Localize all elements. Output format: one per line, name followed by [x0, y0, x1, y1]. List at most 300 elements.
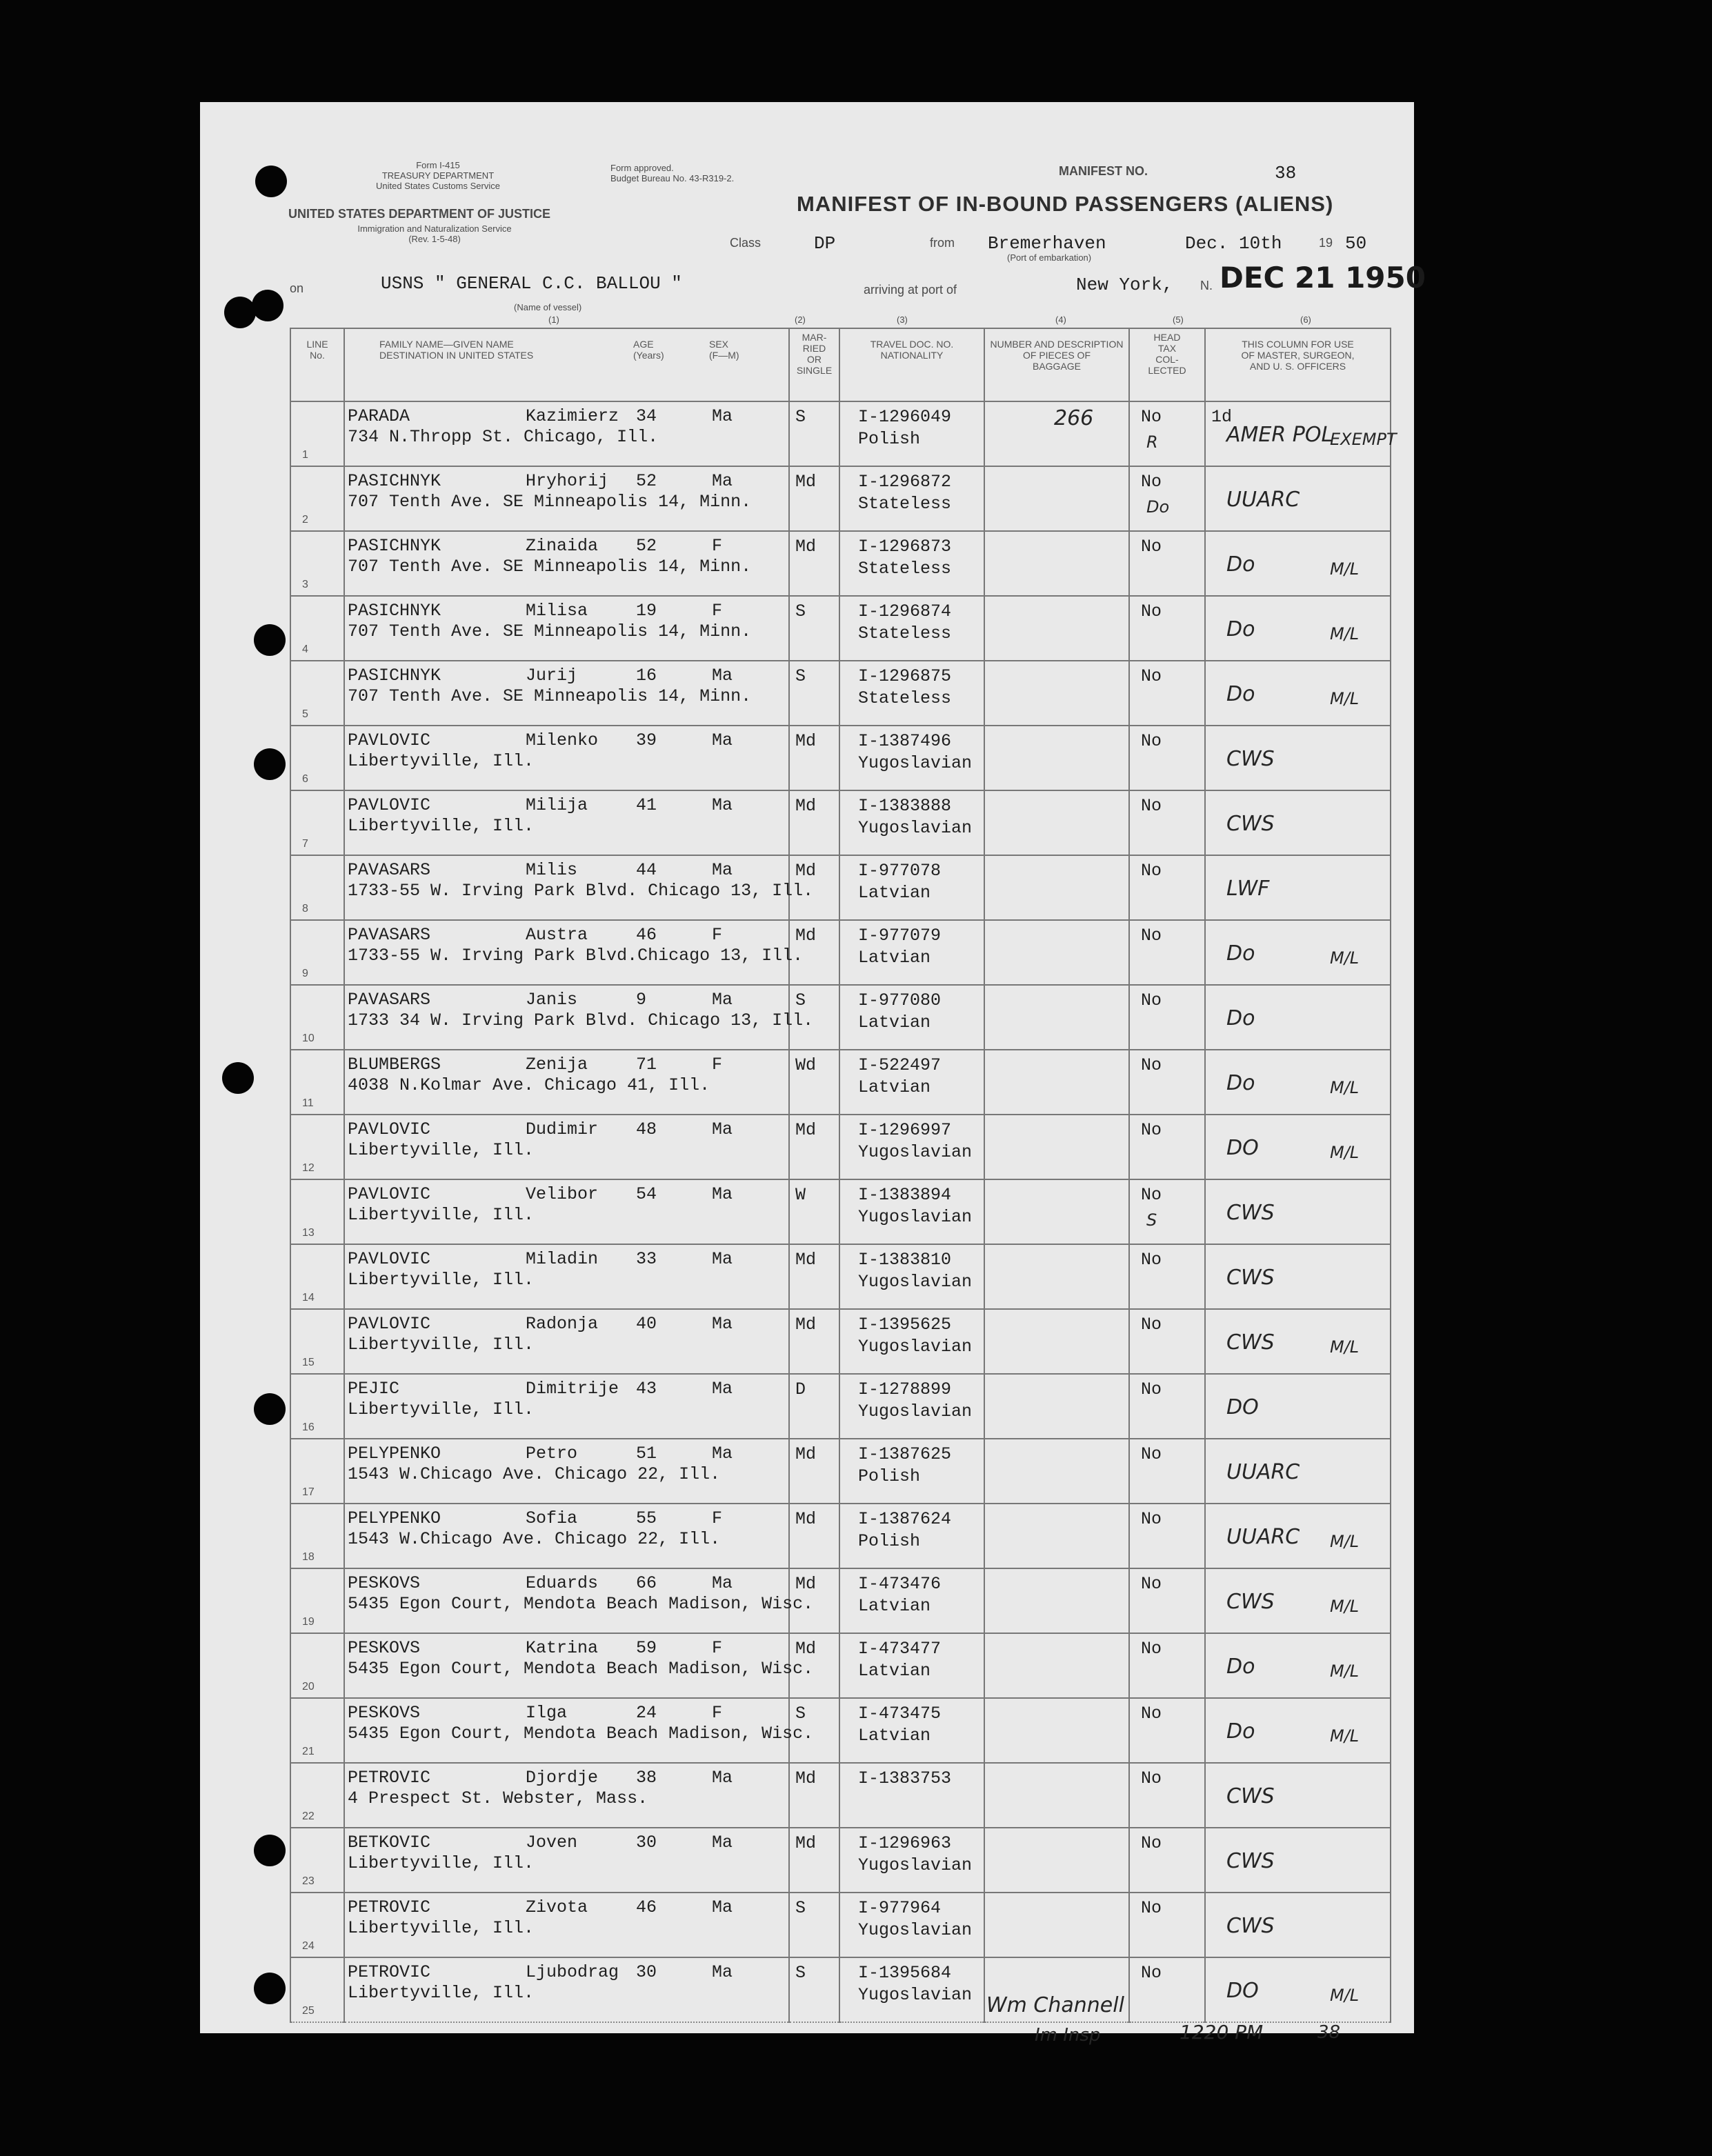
- nationality: Latvian: [858, 1596, 931, 1616]
- on-label: on: [290, 281, 304, 295]
- head-tax-cell: [1129, 1309, 1205, 1374]
- port-embarkation-caption: (Port of embarkation): [1007, 252, 1092, 263]
- travel-doc-block: [858, 1314, 972, 1358]
- table-row: [290, 855, 1391, 920]
- age: 44: [636, 860, 657, 880]
- age: 48: [636, 1119, 657, 1139]
- travel-doc-cell: [839, 596, 984, 661]
- baggage-cell: [984, 401, 1129, 466]
- age: 33: [636, 1249, 657, 1269]
- travel-doc-cell: [839, 1893, 984, 1957]
- travel-doc-block: [858, 1444, 951, 1488]
- line-number: 2: [302, 514, 308, 526]
- nationality: Latvian: [858, 1012, 931, 1032]
- travel-doc-block: [858, 1249, 972, 1293]
- officer-extra-annotation: M/L: [1330, 948, 1360, 968]
- officers-cell: [1205, 1050, 1391, 1115]
- sail-date: Dec. 10th: [1185, 233, 1282, 254]
- travel-doc-block: [858, 1638, 941, 1682]
- family-name: PETROVIC: [348, 1962, 431, 1982]
- table-row: [290, 1568, 1391, 1633]
- travel-doc-cell: [839, 1828, 984, 1893]
- manifest-no-label: MANIFEST NO.: [1059, 164, 1148, 178]
- nationality: Yugoslavian: [858, 1985, 973, 2005]
- married-cell: [789, 1698, 839, 1763]
- sex: Ma: [712, 1573, 733, 1593]
- officers-cell: [1205, 466, 1391, 531]
- punch-hole: [252, 290, 283, 321]
- travel-doc-block: [858, 1184, 972, 1228]
- age: 46: [636, 925, 657, 945]
- officer-annotation: Do: [1226, 941, 1255, 966]
- baggage-cell: [984, 1504, 1129, 1568]
- head-tax-cell: [1129, 661, 1205, 726]
- name-cell: [344, 596, 789, 661]
- table-row: [290, 790, 1391, 855]
- head-tax-cell: [1129, 1374, 1205, 1439]
- name-cell: [344, 1763, 789, 1828]
- destination: 707 Tenth Ave. SE Minneapolis 14, Minn.: [348, 686, 752, 706]
- head-tax-value: No: [1141, 731, 1162, 751]
- travel-doc-number: I-1296873: [858, 537, 952, 557]
- line-number: 15: [302, 1357, 315, 1368]
- travel-doc-block: [858, 730, 972, 775]
- head-tax-value: No: [1141, 1963, 1162, 1983]
- travel-doc-block: [858, 1119, 972, 1164]
- given-name: Milis: [526, 860, 578, 880]
- travel-doc-cell: [839, 790, 984, 855]
- married-cell: [789, 1763, 839, 1828]
- given-name: Kazimierz: [526, 406, 619, 426]
- nationality: Polish: [858, 1466, 921, 1486]
- travel-doc-number: I-1383753: [858, 1768, 952, 1788]
- line-no-cell: [290, 790, 344, 855]
- travel-doc-block: [858, 536, 951, 580]
- sex: Ma: [712, 1962, 733, 1982]
- head-tax-cell: [1129, 1957, 1205, 2022]
- officers-cell: [1205, 985, 1391, 1050]
- officers-cell: [1205, 1568, 1391, 1633]
- travel-doc-number: I-1296963: [858, 1833, 952, 1853]
- marital-status: S: [795, 666, 806, 686]
- sex: F: [712, 925, 723, 945]
- travel-doc-number: I-1387624: [858, 1509, 952, 1529]
- line-number: 10: [302, 1032, 315, 1044]
- officer-extra-annotation: M/L: [1330, 624, 1360, 643]
- officer-extra-annotation: M/L: [1330, 1078, 1360, 1097]
- line-no-cell: [290, 1828, 344, 1893]
- year-prefix: 19: [1319, 236, 1333, 250]
- inspection-time: 1220 PM: [1180, 2021, 1264, 2044]
- head-tax-value: No: [1141, 1055, 1162, 1075]
- travel-doc-number: I-977078: [858, 861, 942, 881]
- family-name: PESKOVS: [348, 1638, 421, 1658]
- head-tax-value: No: [1141, 926, 1162, 946]
- head-tax-cell: [1129, 1439, 1205, 1504]
- line-number: 22: [302, 1810, 315, 1822]
- age: 52: [636, 471, 657, 491]
- nationality: Latvian: [858, 1726, 931, 1746]
- officer-code: 1d: [1211, 407, 1233, 427]
- officers-cell: [1205, 1244, 1391, 1309]
- destination: 707 Tenth Ave. SE Minneapolis 14, Minn.: [348, 621, 752, 641]
- given-name: Milija: [526, 795, 588, 815]
- nationality: Stateless: [858, 494, 952, 514]
- marital-status: S: [795, 1704, 806, 1724]
- sex: F: [712, 536, 723, 556]
- table-row: [290, 1957, 1391, 2022]
- table-row: [290, 1179, 1391, 1244]
- travel-doc-block: [858, 666, 951, 710]
- age: 52: [636, 536, 657, 556]
- travel-doc-cell: [839, 920, 984, 985]
- marital-status: S: [795, 407, 806, 427]
- line-no-cell: [290, 1179, 344, 1244]
- travel-doc-block: [858, 1703, 941, 1747]
- given-name: Velibor: [526, 1184, 599, 1204]
- family-name: PELYPENKO: [348, 1444, 441, 1464]
- head-tax-value: No: [1141, 1250, 1162, 1270]
- nationality: Yugoslavian: [858, 1337, 973, 1357]
- travel-doc-cell: [839, 1309, 984, 1374]
- age: 9: [636, 990, 647, 1010]
- column-number: (6): [1300, 315, 1311, 325]
- line-no-cell: [290, 726, 344, 790]
- line-number: 14: [302, 1292, 315, 1304]
- class-value: DP: [814, 233, 836, 254]
- travel-doc-number: I-1387496: [858, 731, 952, 751]
- document-title: MANIFEST OF IN-BOUND PASSENGERS (ALIENS): [797, 192, 1334, 216]
- sex: Ma: [712, 1444, 733, 1464]
- manifest-no-value: 38: [1275, 163, 1297, 183]
- officer-annotation: Do: [1226, 1655, 1255, 1679]
- married-cell: [789, 1244, 839, 1309]
- table-row: [290, 920, 1391, 985]
- married-cell: [789, 661, 839, 726]
- destination: 1543 W.Chicago Ave. Chicago 22, Ill.: [348, 1464, 721, 1484]
- destination: 1733-55 W. Irving Park Blvd. Chicago 13, Ill.: [348, 881, 814, 901]
- line-no-cell: [290, 1893, 344, 1957]
- head-tax-value: No: [1141, 1898, 1162, 1918]
- name-header-label: FAMILY NAME—GIVEN NAME DESTINATION IN UNITED STATES: [379, 339, 534, 361]
- age: 46: [636, 1897, 657, 1917]
- travel-doc-cell: [839, 1504, 984, 1568]
- officer-extra-annotation: M/L: [1330, 689, 1360, 708]
- destination: 4 Prespect St. Webster, Mass.: [348, 1788, 648, 1808]
- officers-cell: [1205, 1439, 1391, 1504]
- travel-doc-cell: [839, 1568, 984, 1633]
- officer-extra-annotation: M/L: [1330, 1143, 1360, 1162]
- arriving-label: arriving at port of: [864, 283, 957, 297]
- officer-extra-annotation: M/L: [1330, 1597, 1360, 1616]
- family-name: BETKOVIC: [348, 1833, 431, 1853]
- baggage-cell: [984, 1893, 1129, 1957]
- name-cell: [344, 531, 789, 596]
- table-row: [290, 1893, 1391, 1957]
- marital-status: Md: [795, 1315, 817, 1335]
- arrival-date-stamp: DEC 21 1950: [1220, 261, 1426, 295]
- baggage-cell: [984, 1439, 1129, 1504]
- travel-doc-number: I-977964: [858, 1898, 942, 1918]
- travel-doc-number: I-1278899: [858, 1379, 952, 1399]
- marital-status: S: [795, 1898, 806, 1918]
- head-tax-cell: [1129, 596, 1205, 661]
- given-name: Katrina: [526, 1638, 599, 1658]
- table-row: [290, 596, 1391, 661]
- line-no-header: LINE No.: [290, 328, 344, 401]
- officers-cell: [1205, 726, 1391, 790]
- travel-doc-block: [858, 1508, 951, 1553]
- travel-doc-cell: [839, 1179, 984, 1244]
- name-cell: [344, 1374, 789, 1439]
- family-name: PAVLOVIC: [348, 1119, 431, 1139]
- travel-doc-cell: [839, 1698, 984, 1763]
- baggage-cell: [984, 855, 1129, 920]
- sex: F: [712, 1703, 723, 1723]
- line-no-cell: [290, 855, 344, 920]
- given-name: Petro: [526, 1444, 578, 1464]
- officer-extra-annotation: M/L: [1330, 1726, 1360, 1746]
- head-tax-cell: [1129, 1763, 1205, 1828]
- family-name: PETROVIC: [348, 1897, 431, 1917]
- officers-cell: [1205, 401, 1397, 466]
- head-tax-cell: [1129, 1050, 1205, 1115]
- name-cell: [344, 1893, 789, 1957]
- officers-cell: [1205, 790, 1391, 855]
- line-no-cell: [290, 1244, 344, 1309]
- from-value: Bremerhaven: [988, 233, 1106, 254]
- officer-annotation: CWS: [1226, 1784, 1275, 1808]
- travel-doc-block: [858, 795, 972, 839]
- travel-doc-block: [858, 406, 951, 450]
- travel-doc-number: I-1296872: [858, 472, 952, 492]
- officer-annotation: DO: [1226, 1395, 1259, 1419]
- family-name: PASICHNYK: [348, 666, 441, 686]
- line-number: 17: [302, 1486, 315, 1498]
- family-name: PAVASARS: [348, 990, 431, 1010]
- head-tax-value: No: [1141, 861, 1162, 881]
- table-row: [290, 466, 1391, 531]
- sex: F: [712, 1055, 723, 1075]
- nationality: Yugoslavian: [858, 1855, 973, 1875]
- marital-status: Md: [795, 1509, 817, 1529]
- officers-cell: [1205, 1179, 1391, 1244]
- form-number: Form I-415 TREASURY DEPARTMENT United States Customs Service: [376, 160, 500, 191]
- head-tax-cell: [1129, 1244, 1205, 1309]
- officer-annotation: Do: [1226, 1006, 1255, 1030]
- married-cell: [789, 1893, 839, 1957]
- given-name: Milenko: [526, 730, 599, 750]
- travel-doc-block: [858, 925, 941, 969]
- travel-doc-number: I-522497: [858, 1055, 942, 1075]
- officers-header: THIS COLUMN FOR USE OF MASTER, SURGEON, AND U. S. OFFICERS: [1205, 328, 1391, 401]
- age: 66: [636, 1573, 657, 1593]
- travel-doc-cell: [839, 1374, 984, 1439]
- sex: Ma: [712, 795, 733, 815]
- family-name: PASICHNYK: [348, 536, 441, 556]
- officer-annotation: AMER POL: [1226, 423, 1333, 447]
- given-name: Ljubodrag: [526, 1962, 619, 1982]
- head-tax-note: Do: [1146, 497, 1170, 517]
- nationality: Polish: [858, 429, 921, 449]
- married-cell: [789, 1633, 839, 1698]
- head-tax-value: No: [1141, 1379, 1162, 1399]
- age: 43: [636, 1379, 657, 1399]
- sex: Ma: [712, 1119, 733, 1139]
- travel-doc-number: I-1383888: [858, 796, 952, 816]
- head-tax-value: No: [1141, 666, 1162, 686]
- nationality: Stateless: [858, 559, 952, 579]
- travel-doc-number: I-1383810: [858, 1250, 952, 1270]
- line-number: 3: [302, 579, 308, 590]
- head-tax-cell: [1129, 401, 1205, 466]
- table-row: [290, 1115, 1391, 1179]
- marital-status: Md: [795, 1574, 817, 1594]
- table-row: [290, 1763, 1391, 1828]
- baggage-cell: [984, 1244, 1129, 1309]
- baggage-cell: [984, 790, 1129, 855]
- travel-doc-cell: [839, 531, 984, 596]
- table-row: [290, 1244, 1391, 1309]
- destination: 1543 W.Chicago Ave. Chicago 22, Ill.: [348, 1529, 721, 1549]
- name-cell: [344, 920, 804, 985]
- line-no-cell: [290, 1568, 344, 1633]
- destination: Libertyville, Ill.: [348, 1140, 535, 1160]
- baggage-cell: [984, 920, 1129, 985]
- from-label: from: [930, 236, 955, 250]
- travel-doc-header: TRAVEL DOC. NO. NATIONALITY: [839, 328, 984, 401]
- nationality: Yugoslavian: [858, 1401, 973, 1421]
- head-tax-value: No: [1141, 1120, 1162, 1140]
- line-no-cell: [290, 1374, 344, 1439]
- destination: 707 Tenth Ave. SE Minneapolis 14, Minn.: [348, 557, 752, 577]
- baggage-header: NUMBER AND DESCRIPTION OF PIECES OF BAGGAGE: [984, 328, 1129, 401]
- family-name: PAVLOVIC: [348, 730, 431, 750]
- line-number: 4: [302, 643, 308, 655]
- vessel-caption: (Name of vessel): [514, 302, 582, 312]
- line-no-cell: [290, 1633, 344, 1698]
- travel-doc-cell: [839, 1633, 984, 1698]
- marital-status: Md: [795, 1768, 817, 1788]
- sex-header-label: SEX (F—M): [709, 339, 739, 361]
- name-cell: [344, 1828, 789, 1893]
- marital-status: Md: [795, 472, 817, 492]
- destination: 4038 N.Kolmar Ave. Chicago 41, Ill.: [348, 1075, 710, 1095]
- name-destination-header: [344, 328, 789, 401]
- family-name: PAVLOVIC: [348, 1314, 431, 1334]
- given-name: Ilga: [526, 1703, 568, 1723]
- age: 59: [636, 1638, 657, 1658]
- line-number: 25: [302, 2005, 315, 2017]
- married-cell: [789, 985, 839, 1050]
- head-tax-cell: [1129, 466, 1205, 531]
- officers-cell: [1205, 1893, 1391, 1957]
- given-name: Sofia: [526, 1508, 578, 1528]
- head-tax-value: No: [1141, 601, 1162, 621]
- sex: Ma: [712, 730, 733, 750]
- age: 16: [636, 666, 657, 686]
- family-name: PARADA: [348, 406, 410, 426]
- column-number: (5): [1173, 315, 1184, 325]
- travel-doc-number: I-1296874: [858, 601, 952, 621]
- sex: Ma: [712, 1379, 733, 1399]
- age: 51: [636, 1444, 657, 1464]
- married-cell: [789, 1309, 839, 1374]
- name-cell: [344, 1179, 789, 1244]
- married-cell: [789, 1115, 839, 1179]
- officer-annotation: UUARC: [1226, 1525, 1300, 1549]
- married-cell: [789, 466, 839, 531]
- travel-doc-number: I-473477: [858, 1639, 942, 1659]
- travel-doc-cell: [839, 1050, 984, 1115]
- line-no-cell: [290, 920, 344, 985]
- head-tax-value: No: [1141, 407, 1162, 427]
- head-tax-value: No: [1141, 1444, 1162, 1464]
- travel-doc-cell: [839, 1244, 984, 1309]
- passenger-table: [290, 328, 1397, 2023]
- nationality: Latvian: [858, 948, 931, 968]
- marital-status: Md: [795, 1250, 817, 1270]
- travel-doc-cell: [839, 726, 984, 790]
- officer-annotation: CWS: [1226, 1266, 1275, 1290]
- marital-status: Md: [795, 926, 817, 946]
- officer-annotation: Do: [1226, 617, 1255, 641]
- officers-cell: [1205, 1698, 1391, 1763]
- sex: Ma: [712, 860, 733, 880]
- destination: 5435 Egon Court, Mendota Beach Madison, Wisc.: [348, 1659, 814, 1679]
- head-tax-cell: [1129, 1828, 1205, 1893]
- given-name: Hryhorij: [526, 471, 609, 491]
- given-name: Djordje: [526, 1768, 599, 1788]
- marital-status: Wd: [795, 1055, 817, 1075]
- destination: Libertyville, Ill.: [348, 1335, 535, 1355]
- travel-doc-block: [858, 860, 941, 904]
- table-row: [290, 661, 1391, 726]
- marital-status: Md: [795, 1833, 817, 1853]
- head-tax-value: No: [1141, 1185, 1162, 1205]
- destination: Libertyville, Ill.: [348, 1983, 535, 2003]
- age: 19: [636, 601, 657, 621]
- name-cell: [344, 1957, 789, 2022]
- line-no-cell: [290, 661, 344, 726]
- officer-annotation: Do: [1226, 1719, 1255, 1744]
- officer-extra-annotation: M/L: [1330, 559, 1360, 579]
- sex: Ma: [712, 666, 733, 686]
- nationality: Yugoslavian: [858, 818, 973, 838]
- officer-extra-annotation: M/L: [1330, 1337, 1360, 1357]
- line-number: 16: [302, 1421, 315, 1433]
- family-name: PASICHNYK: [348, 601, 441, 621]
- marital-status: Md: [795, 731, 817, 751]
- family-name: PESKOVS: [348, 1703, 421, 1723]
- line-no-cell: [290, 985, 344, 1050]
- marital-status: Md: [795, 1444, 817, 1464]
- sex: Ma: [712, 406, 733, 426]
- table-header-row: [290, 328, 1391, 401]
- sex: F: [712, 601, 723, 621]
- marital-status: W: [795, 1185, 806, 1205]
- travel-doc-cell: [839, 985, 984, 1050]
- page-number: 38: [1317, 2022, 1341, 2043]
- sex: Ma: [712, 1184, 733, 1204]
- age: 30: [636, 1962, 657, 1982]
- family-name: BLUMBERGS: [348, 1055, 441, 1075]
- married-cell: [789, 1504, 839, 1568]
- given-name: Joven: [526, 1833, 578, 1853]
- married-header: MAR- RIED OR SINGLE: [789, 328, 839, 401]
- travel-doc-block: [858, 1055, 941, 1099]
- travel-doc-number: I-1296875: [858, 666, 952, 686]
